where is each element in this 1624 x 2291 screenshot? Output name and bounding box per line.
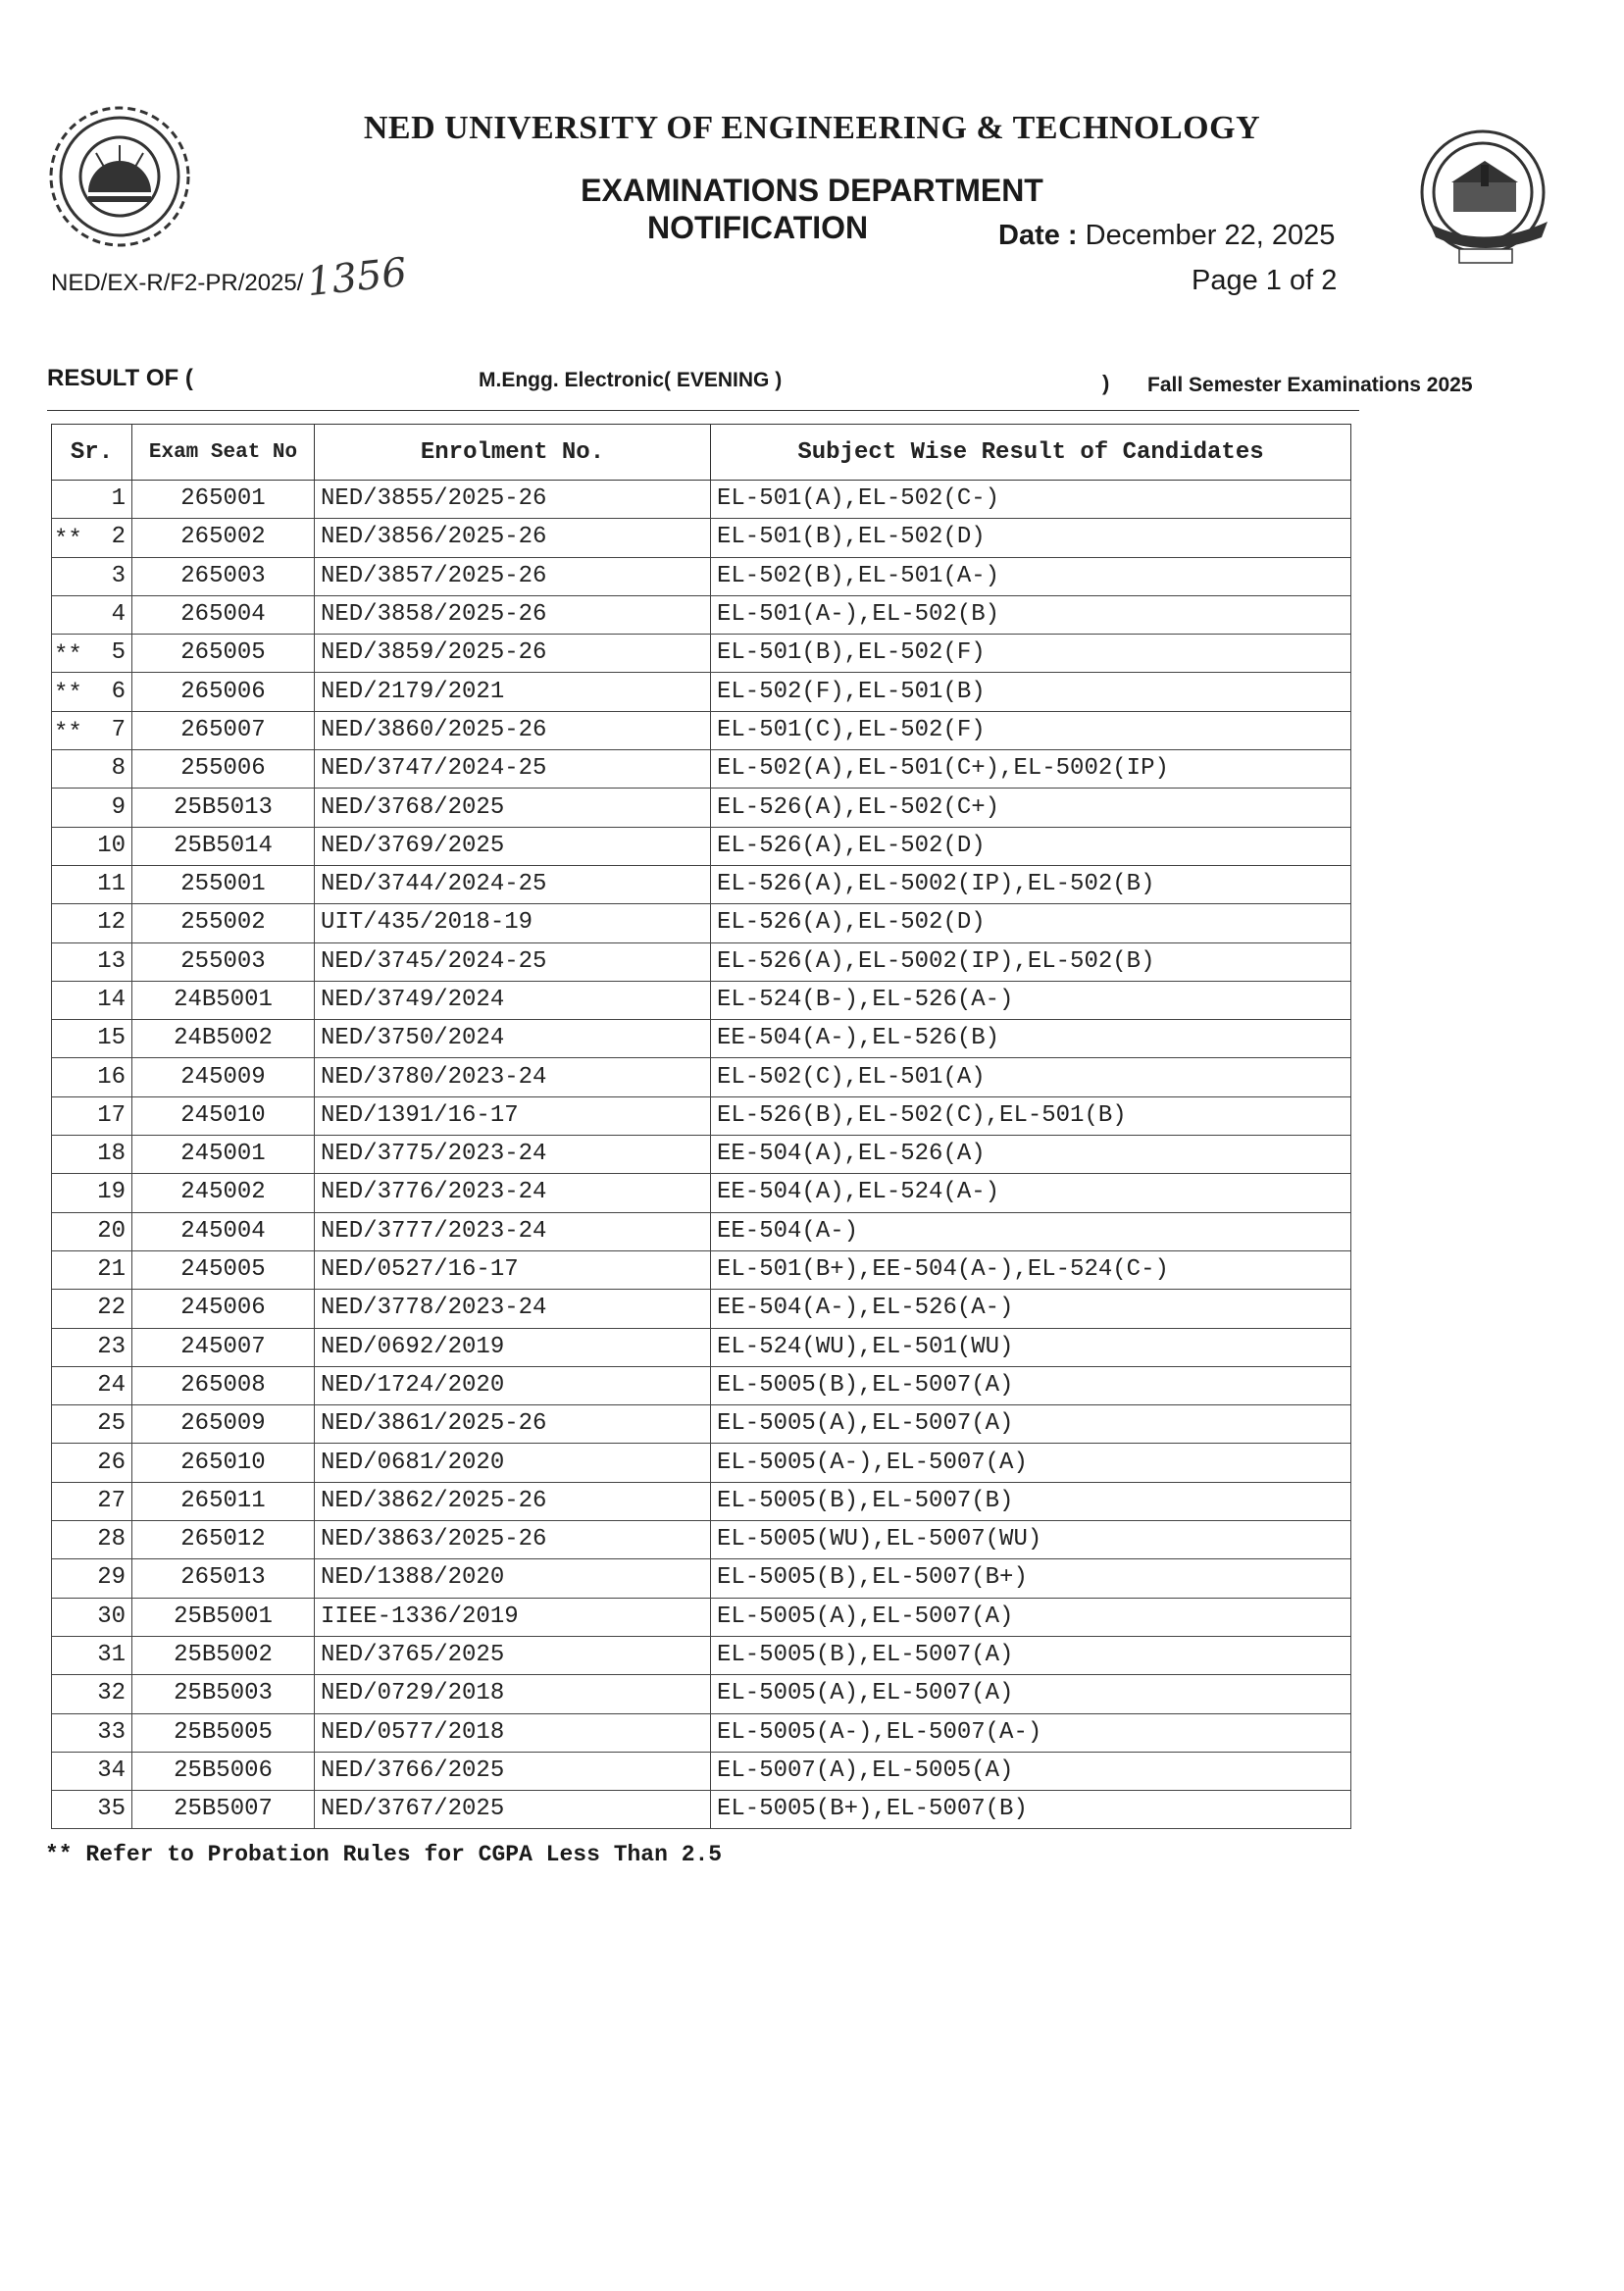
sr-number: 14 bbox=[97, 987, 126, 1013]
sr-number: 4 bbox=[111, 601, 126, 629]
sr-cell bbox=[52, 1752, 132, 1790]
enrolment-cell: NED/3863/2025-26 bbox=[315, 1521, 711, 1559]
enrolment-cell: NED/3776/2023-24 bbox=[315, 1174, 711, 1212]
subject-result-cell: EL-524(WU),EL-501(WU) bbox=[711, 1328, 1351, 1366]
university-name: NED UNIVERSITY OF ENGINEERING & TECHNOLOGY bbox=[363, 110, 1261, 146]
results-table bbox=[51, 424, 1351, 1829]
sr-number: 31 bbox=[97, 1642, 126, 1669]
sr-number: 11 bbox=[97, 871, 126, 898]
subject-result-cell: EL-501(B+),EE-504(A-),EL-524(C-) bbox=[711, 1250, 1351, 1289]
exam-seat-cell: 25B5006 bbox=[132, 1752, 315, 1790]
sr-number: 19 bbox=[97, 1179, 126, 1206]
enrolment-cell: NED/3859/2025-26 bbox=[315, 635, 711, 673]
enrolment-cell: NED/3855/2025-26 bbox=[315, 481, 711, 519]
table-row bbox=[52, 673, 1351, 711]
sr-number: 35 bbox=[97, 1796, 126, 1823]
enrolment-cell: NED/3769/2025 bbox=[315, 827, 711, 865]
header-exam-seat: Exam Seat No bbox=[132, 425, 315, 481]
table-row bbox=[52, 1405, 1351, 1444]
exam-seat-cell: 265005 bbox=[132, 635, 315, 673]
subject-result-cell: EL-5007(A),EL-5005(A) bbox=[711, 1752, 1351, 1790]
enrolment-cell: NED/3766/2025 bbox=[315, 1752, 711, 1790]
table-row bbox=[52, 1250, 1351, 1289]
table-row bbox=[52, 1096, 1351, 1135]
subject-result-cell: EE-504(A),EL-524(A-) bbox=[711, 1174, 1351, 1212]
sr-cell bbox=[52, 1212, 132, 1250]
sr-cell bbox=[52, 711, 132, 749]
table-row bbox=[52, 1598, 1351, 1636]
sr-number: 27 bbox=[97, 1487, 126, 1514]
header-subject-result: Subject Wise Result of Candidates bbox=[711, 425, 1351, 481]
table-row bbox=[52, 1328, 1351, 1366]
exam-seat-cell: 245010 bbox=[132, 1096, 315, 1135]
table-row bbox=[52, 1366, 1351, 1404]
exam-seat-cell: 265001 bbox=[132, 481, 315, 519]
sr-cell bbox=[52, 595, 132, 634]
subject-result-cell: EL-5005(B),EL-5007(B+) bbox=[711, 1559, 1351, 1598]
subject-result-cell: EL-502(C),EL-501(A) bbox=[711, 1058, 1351, 1096]
table-row bbox=[52, 1020, 1351, 1058]
subject-result-cell: EL-5005(WU),EL-5007(WU) bbox=[711, 1521, 1351, 1559]
sr-number: 34 bbox=[97, 1756, 126, 1784]
enrolment-cell: NED/2179/2021 bbox=[315, 673, 711, 711]
sr-cell bbox=[52, 1636, 132, 1674]
enrolment-cell: NED/3747/2024-25 bbox=[315, 750, 711, 789]
exam-seat-cell: 245005 bbox=[132, 1250, 315, 1289]
table-row bbox=[52, 865, 1351, 903]
exam-seat-cell: 24B5002 bbox=[132, 1020, 315, 1058]
date-label: Date : bbox=[998, 220, 1078, 251]
subject-result-cell: EL-5005(A-),EL-5007(A) bbox=[711, 1444, 1351, 1482]
enrolment-cell: NED/3744/2024-25 bbox=[315, 865, 711, 903]
sr-cell bbox=[52, 981, 132, 1019]
enrolment-cell: NED/3857/2025-26 bbox=[315, 557, 711, 595]
department-name: EXAMINATIONS DEPARTMENT bbox=[581, 173, 1043, 208]
sr-cell bbox=[52, 1444, 132, 1482]
enrolment-cell: NED/3765/2025 bbox=[315, 1636, 711, 1674]
exam-seat-cell: 265004 bbox=[132, 595, 315, 634]
exam-seat-cell: 265010 bbox=[132, 1444, 315, 1482]
exam-seat-cell: 265009 bbox=[132, 1405, 315, 1444]
enrolment-cell: NED/3777/2023-24 bbox=[315, 1212, 711, 1250]
exam-seat-cell: 265008 bbox=[132, 1366, 315, 1404]
sr-number: 26 bbox=[97, 1449, 126, 1476]
sr-cell bbox=[52, 827, 132, 865]
table-row bbox=[52, 1752, 1351, 1790]
sr-cell bbox=[52, 1020, 132, 1058]
table-row bbox=[52, 519, 1351, 557]
enrolment-cell: NED/0692/2019 bbox=[315, 1328, 711, 1366]
exam-seat-cell: 255002 bbox=[132, 904, 315, 942]
sr-cell bbox=[52, 865, 132, 903]
sr-number: 25 bbox=[97, 1410, 126, 1438]
subject-result-cell: EL-526(A),EL-502(D) bbox=[711, 904, 1351, 942]
exam-seat-cell: 265007 bbox=[132, 711, 315, 749]
sr-number: 21 bbox=[97, 1256, 126, 1284]
table-row bbox=[52, 750, 1351, 789]
table-row bbox=[52, 557, 1351, 595]
sr-cell bbox=[52, 1675, 132, 1713]
sr-cell bbox=[52, 1366, 132, 1404]
sr-number: 9 bbox=[111, 793, 126, 821]
subject-result-cell: EL-5005(B),EL-5007(B) bbox=[711, 1482, 1351, 1520]
subject-result-cell: EL-526(A),EL-502(C+) bbox=[711, 789, 1351, 827]
semester-name: Fall Semester Examinations 2025 bbox=[1147, 374, 1473, 396]
sr-number: 32 bbox=[97, 1680, 126, 1707]
table-row bbox=[52, 1290, 1351, 1328]
sr-cell bbox=[52, 1174, 132, 1212]
subject-result-cell: EL-501(A-),EL-502(B) bbox=[711, 595, 1351, 634]
sr-cell bbox=[52, 904, 132, 942]
table-row bbox=[52, 1636, 1351, 1674]
table-row bbox=[52, 711, 1351, 749]
sr-number: 17 bbox=[97, 1101, 126, 1129]
table-row bbox=[52, 1713, 1351, 1752]
enrolment-cell: NED/3778/2023-24 bbox=[315, 1290, 711, 1328]
exam-seat-cell: 265006 bbox=[132, 673, 315, 711]
exam-seat-cell: 245001 bbox=[132, 1136, 315, 1174]
sr-cell bbox=[52, 1136, 132, 1174]
sr-cell bbox=[52, 1521, 132, 1559]
exam-seat-cell: 25B5005 bbox=[132, 1713, 315, 1752]
enrolment-cell: NED/0527/16-17 bbox=[315, 1250, 711, 1289]
enrolment-cell: NED/3745/2024-25 bbox=[315, 942, 711, 981]
table-row bbox=[52, 981, 1351, 1019]
subject-result-cell: EL-5005(B),EL-5007(A) bbox=[711, 1366, 1351, 1404]
sr-number: 24 bbox=[97, 1371, 126, 1399]
subject-result-cell: EL-5005(A),EL-5007(A) bbox=[711, 1598, 1351, 1636]
reference-number bbox=[51, 249, 410, 306]
sr-number: 12 bbox=[97, 909, 126, 937]
exam-seat-cell: 265003 bbox=[132, 557, 315, 595]
sr-number: 18 bbox=[97, 1141, 126, 1168]
subject-result-cell: EL-501(B),EL-502(D) bbox=[711, 519, 1351, 557]
sr-cell bbox=[52, 1096, 132, 1135]
sr-number: 33 bbox=[97, 1718, 126, 1746]
subject-result-cell: EL-501(B),EL-502(F) bbox=[711, 635, 1351, 673]
sr-number: 29 bbox=[97, 1564, 126, 1592]
sr-cell bbox=[52, 481, 132, 519]
reference-handwritten-number: 1356 bbox=[305, 249, 410, 306]
subject-result-cell: EL-5005(B),EL-5007(A) bbox=[711, 1636, 1351, 1674]
exam-seat-cell: 24B5001 bbox=[132, 981, 315, 1019]
sr-number: 7 bbox=[111, 716, 126, 743]
result-of-label: RESULT OF ( bbox=[47, 365, 193, 391]
sr-cell bbox=[52, 673, 132, 711]
subject-result-cell: EL-502(B),EL-501(A-) bbox=[711, 557, 1351, 595]
probation-mark: ** bbox=[54, 642, 82, 670]
sr-number: 22 bbox=[97, 1295, 126, 1322]
subject-result-cell: EL-5005(A),EL-5007(A) bbox=[711, 1405, 1351, 1444]
exam-seat-cell: 245009 bbox=[132, 1058, 315, 1096]
enrolment-cell: NED/0577/2018 bbox=[315, 1713, 711, 1752]
table-row bbox=[52, 1791, 1351, 1829]
table-row bbox=[52, 1675, 1351, 1713]
exam-seat-cell: 25B5007 bbox=[132, 1791, 315, 1829]
table-row bbox=[52, 595, 1351, 634]
enrolment-cell: NED/1724/2020 bbox=[315, 1366, 711, 1404]
sr-number: 13 bbox=[97, 947, 126, 975]
subject-result-cell: EL-524(B-),EL-526(A-) bbox=[711, 981, 1351, 1019]
sr-cell bbox=[52, 1290, 132, 1328]
enrolment-cell: NED/3767/2025 bbox=[315, 1791, 711, 1829]
sr-number: 16 bbox=[97, 1063, 126, 1091]
subject-result-cell: EL-526(A),EL-5002(IP),EL-502(B) bbox=[711, 942, 1351, 981]
exam-seat-cell: 265011 bbox=[132, 1482, 315, 1520]
notice-type: NOTIFICATION bbox=[647, 210, 869, 245]
enrolment-cell: NED/3861/2025-26 bbox=[315, 1405, 711, 1444]
table-row bbox=[52, 827, 1351, 865]
sr-cell bbox=[52, 519, 132, 557]
table-row bbox=[52, 1058, 1351, 1096]
subject-result-cell: EL-501(C),EL-502(F) bbox=[711, 711, 1351, 749]
enrolment-cell: UIT/435/2018-19 bbox=[315, 904, 711, 942]
exam-seat-cell: 245006 bbox=[132, 1290, 315, 1328]
header-sr: Sr. bbox=[52, 425, 132, 481]
enrolment-cell: NED/1391/16-17 bbox=[315, 1096, 711, 1135]
subject-result-cell: EL-501(A),EL-502(C-) bbox=[711, 481, 1351, 519]
exam-seat-cell: 265012 bbox=[132, 1521, 315, 1559]
subject-result-cell: EE-504(A-),EL-526(B) bbox=[711, 1020, 1351, 1058]
sr-cell bbox=[52, 1598, 132, 1636]
exam-seat-cell: 25B5013 bbox=[132, 789, 315, 827]
sr-number: 20 bbox=[97, 1217, 126, 1245]
sr-number: 3 bbox=[111, 562, 126, 589]
sr-number: 1 bbox=[111, 485, 126, 513]
sr-number: 28 bbox=[97, 1526, 126, 1553]
page-number: Page 1 of 2 bbox=[1192, 265, 1338, 296]
exam-seat-cell: 25B5014 bbox=[132, 827, 315, 865]
program-name: M.Engg. Electronic( EVENING ) bbox=[479, 369, 783, 391]
subject-result-cell: EE-504(A-),EL-526(A-) bbox=[711, 1290, 1351, 1328]
enrolment-cell: NED/3775/2023-24 bbox=[315, 1136, 711, 1174]
sr-number: 10 bbox=[97, 832, 126, 859]
table-header-row bbox=[52, 425, 1351, 481]
enrolment-cell: NED/0729/2018 bbox=[315, 1675, 711, 1713]
table-row bbox=[52, 1444, 1351, 1482]
exam-seat-cell: 245002 bbox=[132, 1174, 315, 1212]
sr-number: 5 bbox=[111, 639, 126, 667]
sr-cell bbox=[52, 557, 132, 595]
header-enrolment: Enrolment No. bbox=[315, 425, 711, 481]
exam-seat-cell: 255006 bbox=[132, 750, 315, 789]
enrolment-cell: NED/3750/2024 bbox=[315, 1020, 711, 1058]
probation-footnote: ** Refer to Probation Rules for CGPA Less Than 2.5 bbox=[45, 1842, 723, 1867]
date-value: December 22, 2025 bbox=[1085, 220, 1336, 251]
exam-seat-cell: 255001 bbox=[132, 865, 315, 903]
header-rule bbox=[47, 410, 1359, 411]
table-row bbox=[52, 1559, 1351, 1598]
enrolment-cell: NED/3856/2025-26 bbox=[315, 519, 711, 557]
subject-result-cell: EE-504(A-) bbox=[711, 1212, 1351, 1250]
sr-cell bbox=[52, 1559, 132, 1598]
probation-mark: ** bbox=[54, 681, 82, 708]
sr-cell bbox=[52, 942, 132, 981]
enrolment-cell: NED/1388/2020 bbox=[315, 1559, 711, 1598]
exam-seat-cell: 25B5002 bbox=[132, 1636, 315, 1674]
sr-cell bbox=[52, 1328, 132, 1366]
sr-number: 30 bbox=[97, 1603, 126, 1630]
table-row bbox=[52, 904, 1351, 942]
sr-cell bbox=[52, 1482, 132, 1520]
enrolment-cell: NED/3768/2025 bbox=[315, 789, 711, 827]
enrolment-cell: NED/3858/2025-26 bbox=[315, 595, 711, 634]
sr-cell bbox=[52, 1405, 132, 1444]
exam-seat-cell: 265002 bbox=[132, 519, 315, 557]
exam-seat-cell: 25B5003 bbox=[132, 1675, 315, 1713]
table-row bbox=[52, 1482, 1351, 1520]
table-row bbox=[52, 789, 1351, 827]
subject-result-cell: EL-5005(A),EL-5007(A) bbox=[711, 1675, 1351, 1713]
enrolment-cell: NED/3780/2023-24 bbox=[315, 1058, 711, 1096]
sr-number: 8 bbox=[111, 755, 126, 783]
table-row bbox=[52, 1521, 1351, 1559]
enrolment-cell: NED/3860/2025-26 bbox=[315, 711, 711, 749]
table-row bbox=[52, 1212, 1351, 1250]
table-row bbox=[52, 481, 1351, 519]
sr-number: 6 bbox=[111, 678, 126, 705]
subject-result-cell: EL-5005(A-),EL-5007(A-) bbox=[711, 1713, 1351, 1752]
result-close-paren: ) bbox=[1102, 371, 1110, 395]
exam-seat-cell: 265013 bbox=[132, 1559, 315, 1598]
exam-seat-cell: 245007 bbox=[132, 1328, 315, 1366]
sr-number: 2 bbox=[111, 524, 126, 551]
exam-seat-cell: 255003 bbox=[132, 942, 315, 981]
probation-mark: ** bbox=[54, 527, 82, 554]
sr-cell bbox=[52, 1250, 132, 1289]
sr-cell bbox=[52, 1791, 132, 1829]
exam-seat-cell: 25B5001 bbox=[132, 1598, 315, 1636]
sr-cell bbox=[52, 635, 132, 673]
sr-cell bbox=[52, 1713, 132, 1752]
sr-cell bbox=[52, 1058, 132, 1096]
table-row bbox=[52, 942, 1351, 981]
enrolment-cell: NED/3749/2024 bbox=[315, 981, 711, 1019]
enrolment-cell: NED/3862/2025-26 bbox=[315, 1482, 711, 1520]
subject-result-cell: EL-5005(B+),EL-5007(B) bbox=[711, 1791, 1351, 1829]
sr-cell bbox=[52, 789, 132, 827]
subject-result-cell: EL-526(B),EL-502(C),EL-501(B) bbox=[711, 1096, 1351, 1135]
notification-date bbox=[998, 220, 1335, 252]
probation-mark: ** bbox=[54, 719, 82, 746]
table-row bbox=[52, 635, 1351, 673]
table-row bbox=[52, 1174, 1351, 1212]
subject-result-cell: EE-504(A),EL-526(A) bbox=[711, 1136, 1351, 1174]
table-row bbox=[52, 1136, 1351, 1174]
subject-result-cell: EL-526(A),EL-5002(IP),EL-502(B) bbox=[711, 865, 1351, 903]
subject-result-cell: EL-502(F),EL-501(B) bbox=[711, 673, 1351, 711]
sr-number: 23 bbox=[97, 1333, 126, 1360]
sr-number: 15 bbox=[97, 1025, 126, 1052]
subject-result-cell: EL-502(A),EL-501(C+),EL-5002(IP) bbox=[711, 750, 1351, 789]
reference-prefix: NED/EX-R/F2-PR/2025/ bbox=[51, 270, 304, 296]
exam-seat-cell: 245004 bbox=[132, 1212, 315, 1250]
sr-cell bbox=[52, 750, 132, 789]
enrolment-cell: IIEE-1336/2019 bbox=[315, 1598, 711, 1636]
subject-result-cell: EL-526(A),EL-502(D) bbox=[711, 827, 1351, 865]
enrolment-cell: NED/0681/2020 bbox=[315, 1444, 711, 1482]
